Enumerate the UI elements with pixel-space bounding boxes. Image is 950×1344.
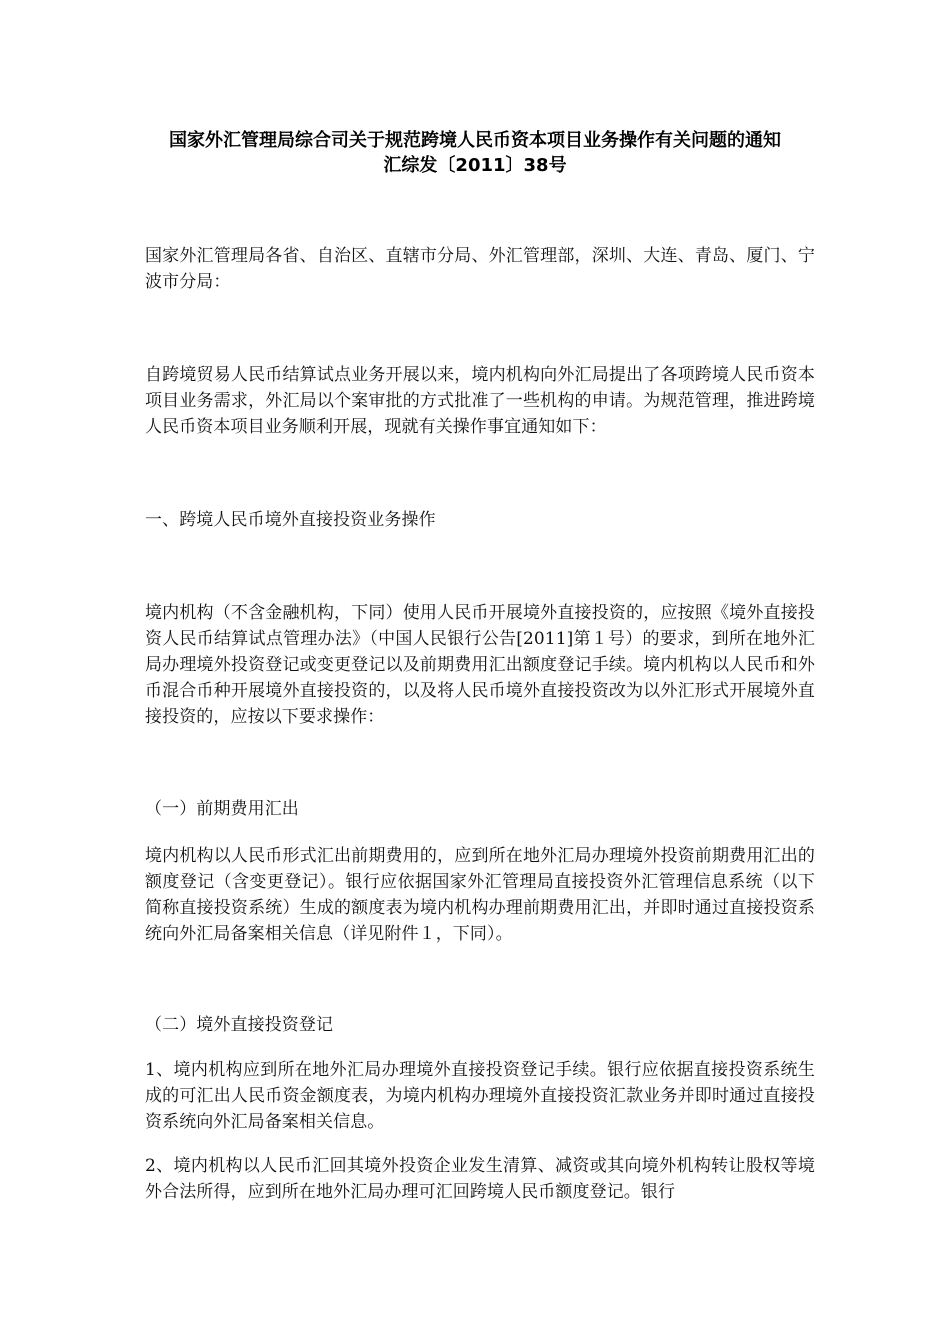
subsection-1-body: 境内机构以人民币形式汇出前期费用的，应到所在地外汇局办理境外投资前期费用汇出的额度登记（含变更登记）。银行应依据国家外汇管理局直接投资外汇管理信息系统（以下简称直接投资系统）生成的额度表为境内机构办理前期费用汇出，并即时通过直接投资系统向外汇局备案相关信息（详见附件１，下同）。 <box>145 846 815 944</box>
document-title: 国家外汇管理局综合司关于规范跨境人民币资本项目业务操作有关问题的通知 <box>169 130 781 151</box>
section-1-heading: 一、跨境人民币境外直接投资业务操作 <box>145 510 436 530</box>
intro-paragraph: 自跨境贸易人民币结算试点业务开展以来，境内机构向外汇局提出了各项跨境人民币资本项目业务需求，外汇局以个案审批的方式批准了一些机构的申请。为规范管理，推进跨境人民币资本项目业务顺利开展，现就有关操作事宜通知如下： <box>145 365 815 437</box>
subsection-2-heading: （二）境外直接投资登记 <box>145 1015 334 1035</box>
document-number: 汇综发〔2011〕38号 <box>383 155 567 176</box>
subsection-2-item-1: 1、境内机构应到所在地外汇局办理境外直接投资登记手续。银行应依据直接投资系统生成的可汇出人民币资金额度表，为境内机构办理境外直接投资汇款业务并即时通过直接投资系统向外汇局备案相关信息。 <box>145 1060 815 1132</box>
section-1-body: 境内机构（不含金融机构，下同）使用人民币开展境外直接投资的，应按照《境外直接投资人民币结算试点管理办法》（中国人民银行公告[2011]第１号）的要求，到所在地外汇局办理境外投资登记或变更登记以及前期费用汇出额度登记手续。境内机构以人民币和外币混合币种开展境外直接投资的，以及将人民币境外直接投资改为以外汇形式开展境外直接投资的，应按以下要求操作： <box>145 603 815 727</box>
subsection-1-heading: （一）前期费用汇出 <box>145 799 299 819</box>
addressee-paragraph: 国家外汇管理局各省、自治区、直辖市分局、外汇管理部，深圳、大连、青岛、厦门、宁波市分局： <box>145 246 815 292</box>
subsection-2-item-2: 2、境内机构以人民币汇回其境外投资企业发生清算、减资或其向境外机构转让股权等境外合法所得，应到所在地外汇局办理可汇回跨境人民币额度登记。银行 <box>145 1156 815 1202</box>
